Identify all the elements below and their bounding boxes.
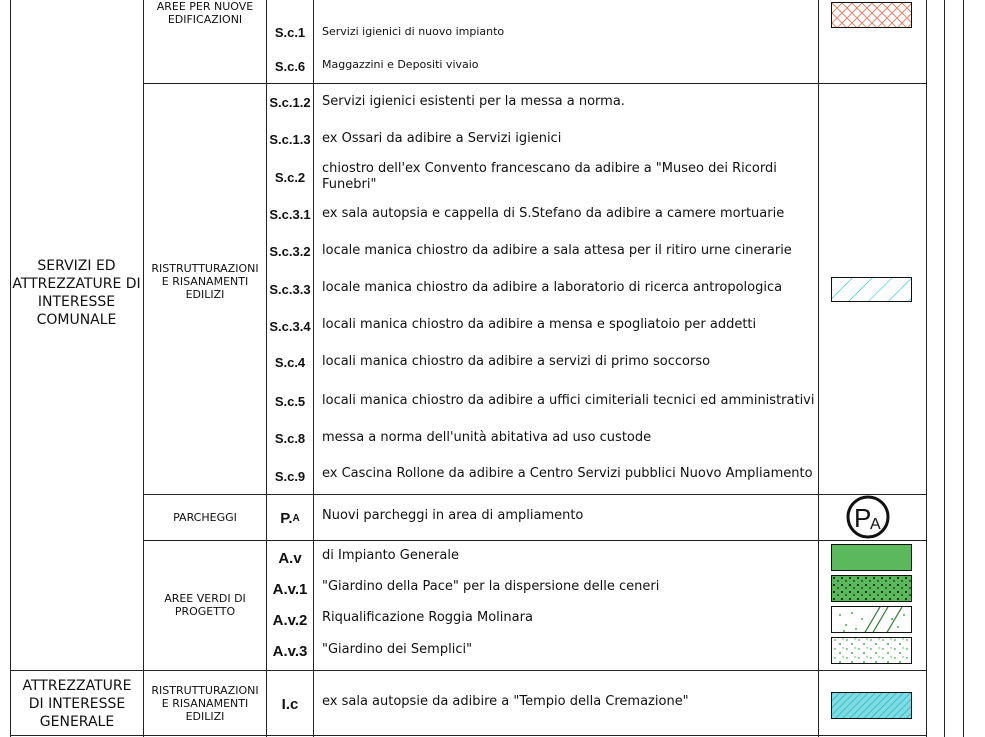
row-divider xyxy=(143,83,927,84)
row-description: chiostro dell'ex Convento francescano da adibire a "Museo dei Ricordi Funebri" xyxy=(322,161,777,192)
col-divider-4 xyxy=(818,0,819,737)
pink-crosshatch-swatch xyxy=(831,2,912,28)
row-code: S.c.3.4 xyxy=(269,318,311,334)
row-description: di Impianto Generale xyxy=(322,548,459,563)
border-right xyxy=(926,0,927,737)
row-description: messa a norma dell'unità abitativa ad uso custode xyxy=(322,430,652,445)
border-left xyxy=(10,0,11,737)
group-servizi-label: SERVIZI ED ATTREZZATURE DI INTERESSE COMUNALE xyxy=(12,258,141,328)
row-description: locali manica chiostro da adibire a servizi di primo soccorso xyxy=(322,354,711,369)
frame-line-1 xyxy=(944,0,945,737)
speckled-green-swatch xyxy=(831,637,912,664)
row-code: S.c.3.1 xyxy=(269,206,311,222)
row-description: "Giardino della Pace" per la dispersione delle ceneri xyxy=(322,579,660,594)
row-code: S.c.4 xyxy=(274,354,306,370)
parcheggi-code-sub: A xyxy=(292,512,300,524)
parcheggi-code-main: P. xyxy=(280,509,293,527)
row-description: locali manica chiostro da adibire a uffici cimiteriali tecnici ed amministrativi xyxy=(322,393,815,408)
row-code: A.v xyxy=(278,549,302,567)
row-description: Riqualificazione Roggia Molinara xyxy=(322,610,533,625)
row-code: S.c.9 xyxy=(274,468,306,484)
row-divider xyxy=(10,735,927,736)
parking-symbol-sub: A xyxy=(870,516,881,533)
row-description: locali manica chiostro da adibire a mensa e spogliatoio per addetti xyxy=(322,317,757,332)
col-divider-1 xyxy=(143,0,144,737)
row-divider xyxy=(10,670,927,671)
row-code: S.c.2 xyxy=(274,169,306,185)
parking-symbol-main: P xyxy=(854,503,872,533)
row-code: A.v.2 xyxy=(272,611,308,629)
row-code: S.c.1.3 xyxy=(269,131,311,147)
dotted-dark-green-swatch xyxy=(831,575,912,602)
row-code: S.c.3.3 xyxy=(269,281,311,297)
subcat-ristrutturazioni2-label: RISTRUTTURAZIONI E RISANAMENTI EDILIZI xyxy=(151,683,259,723)
row-code: A.v.1 xyxy=(272,580,308,598)
row-code: I.c xyxy=(281,695,299,713)
subcat-ristrutturazioni-label: RISTRUTTURAZIONI E RISANAMENTI EDILIZI xyxy=(151,261,259,301)
subcat-nuove-label: AREE PER NUOVE EDIFICAZIONI xyxy=(156,0,254,26)
solid-green-swatch xyxy=(831,544,912,571)
frame-line-2 xyxy=(963,0,964,737)
row-code: S.c.8 xyxy=(274,430,306,446)
parcheggi-description: Nuovi parcheggi in area di ampliamento xyxy=(322,508,584,523)
row-description: locale manica chiostro da adibire a sala attesa per il ritiro urne cinerarie xyxy=(322,243,792,258)
cyan-hatch-swatch xyxy=(831,277,912,302)
row-code: S.c.3.2 xyxy=(269,243,311,259)
row-description: Servizi igienici di nuovo impianto xyxy=(322,25,505,38)
row-code: S.c.5 xyxy=(274,393,306,409)
row-description: ex Ossari da adibire a Servizi igienici xyxy=(322,131,562,146)
row-divider xyxy=(143,540,927,541)
parking-symbol-icon xyxy=(845,495,891,539)
dense-cyan-hatch-swatch xyxy=(831,692,912,719)
group-attrezzature-label: ATTREZZATURE DI INTERESSE GENERALE xyxy=(22,678,132,730)
subcat-verdi-label: AREE VERDI DI PROGETTO xyxy=(164,592,246,618)
row-description: Maggazzini e Depositi vivaio xyxy=(322,58,479,71)
parcheggi-code xyxy=(266,508,314,528)
subcat-parcheggi-label: PARCHEGGI xyxy=(173,510,237,524)
row-description: locale manica chiostro da adibire a laboratorio di ricerca antropologica xyxy=(322,280,783,295)
row-code: S.c.6 xyxy=(274,58,306,74)
row-description: "Giardino dei Semplici" xyxy=(322,642,473,657)
row-code: S.c.1 xyxy=(274,24,306,40)
row-description: ex sala autopsie da adibire a "Tempio della Cremazione" xyxy=(322,694,689,709)
green-stripe-swatch xyxy=(831,606,912,633)
row-description: Servizi igienici esistenti per la messa a norma. xyxy=(322,94,625,109)
row-divider xyxy=(143,494,927,495)
row-description: ex sala autopsia e cappella di S.Stefano da adibire a camere mortuarie xyxy=(322,206,785,221)
row-code: S.c.1.2 xyxy=(269,94,311,110)
row-description: ex Cascina Rollone da adibire a Centro Servizi pubblici Nuovo Ampliamento xyxy=(322,466,813,481)
row-code: A.v.3 xyxy=(272,642,308,660)
